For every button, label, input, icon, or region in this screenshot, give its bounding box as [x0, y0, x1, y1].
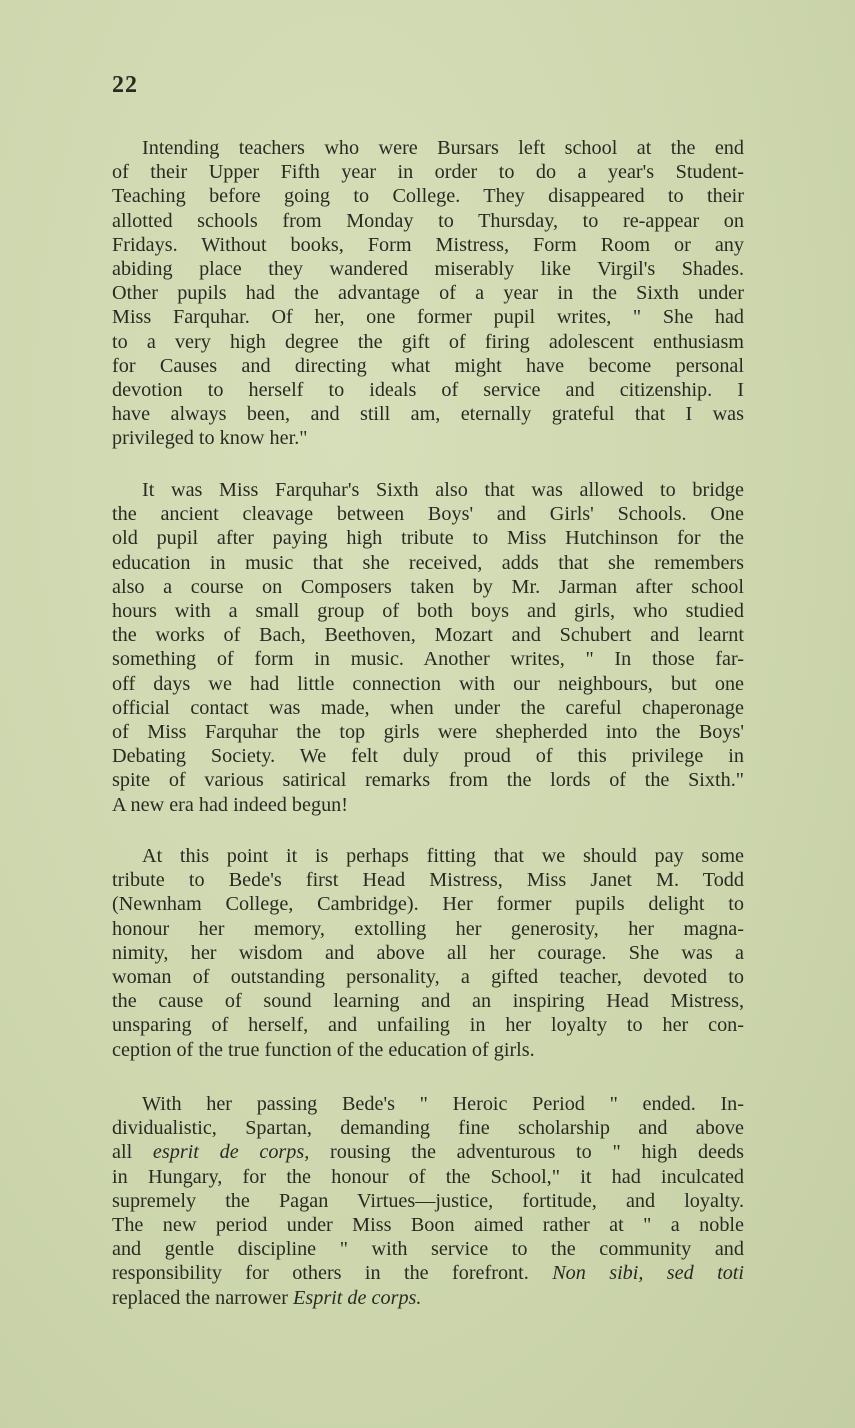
text-line: supremely the Pagan Virtues—justice, fortitude, and loyalty.: [112, 1189, 744, 1212]
text-line: education in music that she received, adds that she remembers: [112, 551, 744, 574]
text-line: Fridays. Without books, Form Mistress, Form Room or any: [112, 233, 744, 256]
text-line: have always been, and still am, eternally grateful that I was: [112, 403, 744, 426]
text-line: [112, 1286, 744, 1310]
text-line: official contact was made, when under the careful chaperonage: [112, 696, 744, 719]
text-line: A new era had indeed begun!: [112, 793, 348, 816]
text-line: devotion to herself to ideals of service and citizenship. I: [112, 379, 744, 402]
text-line: abiding place they wandered miserably like Virgil's Shades.: [112, 258, 744, 281]
text-line: to a very high degree the gift of firing adolescent enthusiasm: [112, 330, 744, 353]
text-line: Other pupils had the advantage of a year in the Sixth under: [112, 282, 744, 305]
paragraph-1: [112, 136, 744, 451]
text-line: and gentle discipline " with service to the community and: [112, 1238, 744, 1261]
paragraph-2: [112, 478, 744, 817]
text-segment: replaced the narrower: [112, 1286, 294, 1309]
text-line: for Causes and directing what might have become personal: [112, 354, 744, 377]
text-line: [112, 1140, 744, 1164]
text-line: spite of various satirical remarks from the lords of the Sixth.": [112, 769, 744, 792]
text-line: the works of Bach, Beethoven, Mozart and Schubert and learnt: [112, 624, 744, 647]
text-line: Miss Farquhar. Of her, one former pupil writes, " She had: [112, 306, 744, 329]
text-segment: rousing the adventurous to " high deeds: [309, 1141, 744, 1164]
italic-phrase: Non sibi, sed toti: [552, 1262, 745, 1285]
text-line: dividualistic, Spartan, demanding fine scholarship and above: [112, 1117, 744, 1140]
text-line: something of form in music. Another writes, " In those far-: [112, 648, 744, 671]
text-line: It was Miss Farquhar's Sixth also that was allowed to bridge: [142, 479, 744, 501]
text-line: unsparing of herself, and unfailing in her loyalty to her con-: [112, 1014, 744, 1037]
text-line: of their Upper Fifth year in order to do a year's Student-: [112, 161, 744, 184]
paragraph-4: [112, 1092, 744, 1310]
text-line: the ancient cleavage between Boys' and Girls' Schools. One: [112, 503, 744, 526]
text-line: Debating Society. We felt duly proud of this privilege in: [112, 745, 744, 768]
paragraph-3: [112, 844, 744, 1062]
text-line: the cause of sound learning and an inspiring Head Mistress,: [112, 990, 744, 1013]
text-line: honour her memory, extolling her generosity, her magna-: [112, 917, 744, 940]
text-line: privileged to know her.": [112, 427, 308, 450]
text-line: in Hungary, for the honour of the School," it had inculcated: [112, 1165, 744, 1188]
text-line: Teaching before going to College. They disappeared to their: [112, 185, 744, 208]
text-line: old pupil after paying high tribute to Miss Hutchinson for the: [112, 527, 744, 550]
text-line: ception of the true function of the education of girls.: [112, 1038, 535, 1061]
text-line: The new period under Miss Boon aimed rather at " a noble: [112, 1214, 744, 1237]
text-line: tribute to Bede's first Head Mistress, Miss Janet M. Todd: [112, 869, 744, 892]
text-line: (Newnham College, Cambridge). Her former pupils delight to: [112, 893, 744, 916]
text-line: allotted schools from Monday to Thursday, to re-appear on: [112, 209, 744, 232]
text-line: woman of outstanding personality, a gifted teacher, devoted to: [112, 966, 744, 989]
text-line: At this point it is perhaps fitting that we should pay some: [142, 845, 744, 867]
text-line: of Miss Farquhar the top girls were shepherded into the Boys': [112, 721, 744, 744]
page-number: 22: [112, 72, 138, 98]
text-line: hours with a small group of both boys and girls, who studied: [112, 600, 744, 623]
text-line: [112, 1261, 744, 1285]
text-line: nimity, her wisdom and above all her courage. She was a: [112, 941, 744, 964]
text-segment: responsibility for others in the forefront.: [112, 1262, 553, 1285]
text-line: off days we had little connection with our neighbours, but one: [112, 672, 744, 695]
text-segment: all: [112, 1141, 153, 1164]
text-line: also a course on Composers taken by Mr. Jarman after school: [112, 575, 744, 598]
text-line: Intending teachers who were Bursars left school at the end: [142, 137, 744, 159]
italic-phrase: esprit de corps,: [152, 1141, 310, 1164]
text-line: With her passing Bede's " Heroic Period " ended. In-: [142, 1093, 744, 1115]
italic-phrase: Esprit de corps.: [293, 1286, 422, 1309]
